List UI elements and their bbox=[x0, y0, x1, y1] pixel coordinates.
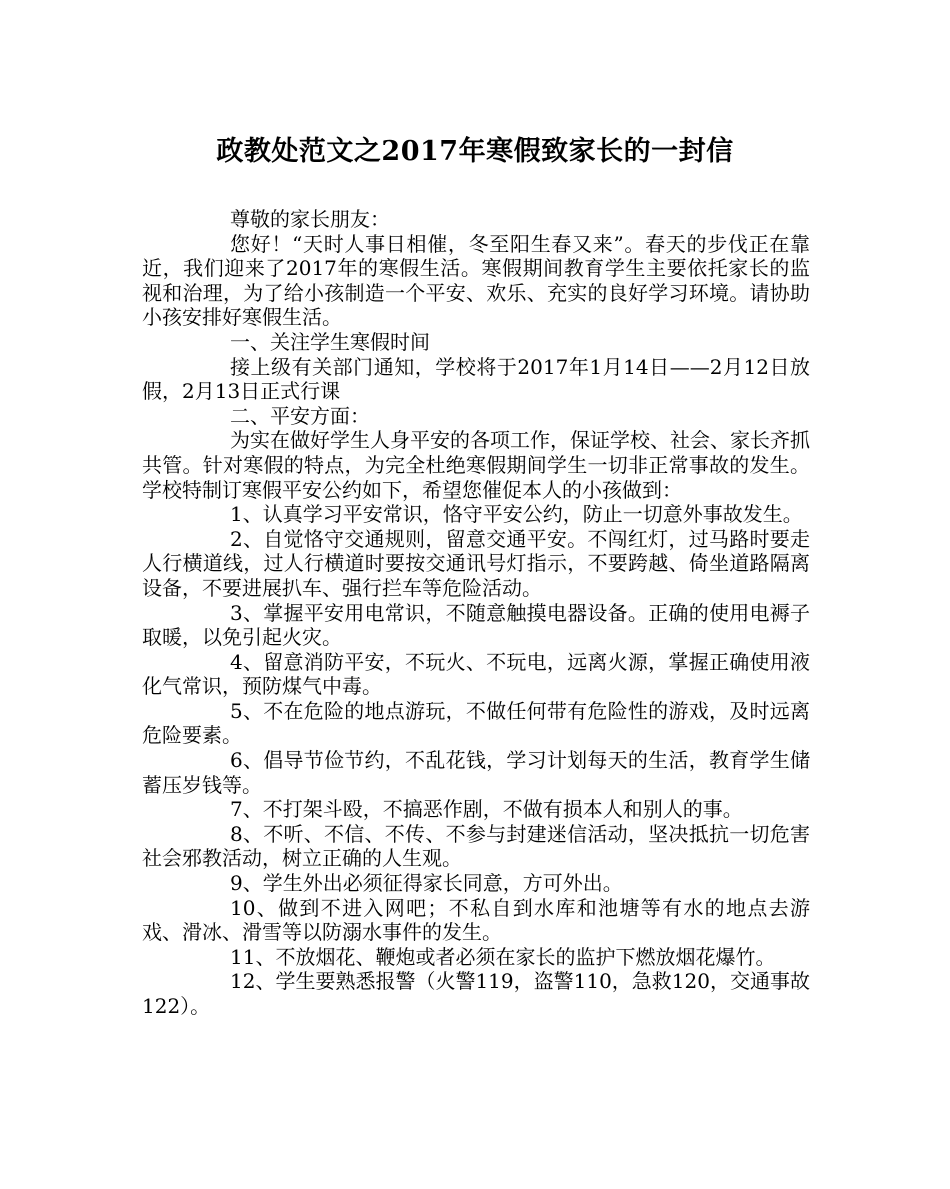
rule-item-2: 2、自觉恪守交通规则，留意交通平安。不闯红灯，过马路时要走人行横道线，过人行横道时要按交通讯号灯指示，不要跨越、倚坐道路隔离设备，不要进展扒车、强行拦车等危险活动。 bbox=[142, 526, 810, 600]
rule-item-5: 5、不在危险的地点游玩，不做任何带有危险性的游戏，及时远离危险要素。 bbox=[142, 698, 810, 748]
section-heading-safety: 二、平安方面： bbox=[230, 403, 370, 428]
rule-item-10: 10、做到不进入网吧；不私自到水库和池塘等有水的地点去游戏、滑冰、滑雪等以防溺水事件的发生。 bbox=[142, 895, 810, 945]
rule-item-7: 7、不打架斗殴，不搞恶作剧，不做有损本人和别人的事。 bbox=[230, 797, 743, 822]
document-body bbox=[142, 207, 810, 1019]
rule-item-11: 11、不放烟花、鞭炮或者必须在家长的监护下燃放烟花爆竹。 bbox=[230, 944, 776, 969]
paragraph-safety-intro: 为实在做好学生人身平安的各项工作，保证学校、社会、家长齐抓共管。针对寒假的特点，为完全杜绝寒假期间学生一切非正常事故的发生。学校特制订寒假平安公约如下，希望您催促本人的小孩做到： bbox=[142, 428, 810, 502]
section-heading-time: 一、关注学生寒假时间 bbox=[230, 329, 430, 354]
paragraph-greeting: 您好！“天时人事日相催，冬至阳生春又来”。春天的步伐正在靠近，我们迎来了2017年的寒假生活。寒假期间教育学生主要依托家长的监视和治理，为了给小孩制造一个平安、欢乐、充实的良好学习环境。请协助小孩安排好寒假生活。 bbox=[142, 231, 810, 330]
paragraph-holiday-dates: 接上级有关部门通知，学校将于2017年1月14日——2月12日放假，2月13日正式行课 bbox=[142, 354, 810, 404]
salutation: 尊敬的家长朋友： bbox=[230, 207, 390, 231]
rule-item-6: 6、倡导节俭节约，不乱花钱，学习计划每天的生活，教育学生储蓄压岁钱等。 bbox=[142, 748, 810, 797]
rule-item-4: 4、留意消防平安，不玩火、不玩电，远离火源，掌握正确使用液化气常识，预防煤气中毒。 bbox=[142, 649, 810, 699]
rule-item-3: 3、掌握平安用电常识，不随意触摸电器设备。正确的使用电褥子取暖，以免引起火灾。 bbox=[142, 600, 810, 650]
document-title: 政教处范文之2017年寒假致家长的一封信 bbox=[216, 136, 734, 167]
rule-item-12: 12、学生要熟悉报警（火警119，盗警110，急救120，交通事故122）。 bbox=[142, 969, 810, 1018]
rule-item-9: 9、学生外出必须征得家长同意，方可外出。 bbox=[230, 871, 623, 896]
rule-item-1: 1、认真学习平安常识，恪守平安公约，防止一切意外事故发生。 bbox=[230, 502, 803, 527]
rule-item-8: 8、不听、不信、不传、不参与封建迷信活动，坚决抵抗一切危害社会邪教活动，树立正确的人生观。 bbox=[142, 821, 810, 871]
